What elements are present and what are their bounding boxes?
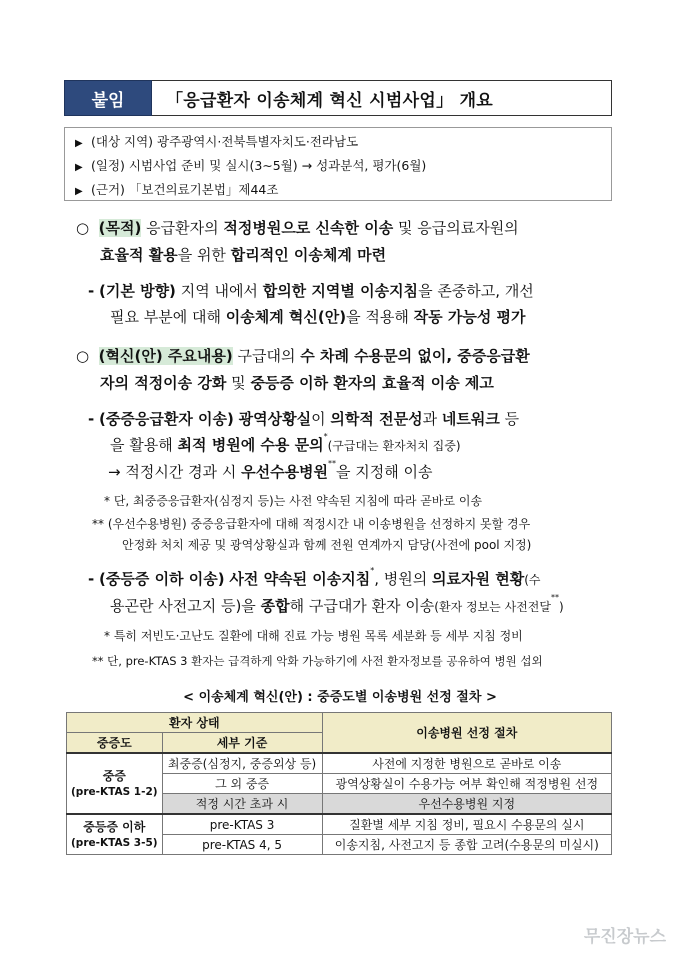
text-span: 이송체계 혁신(안) [225,308,347,326]
text-span: 자의 적정이송 강화 [100,374,227,392]
circle-bullet: ○ [76,347,90,365]
text-span: 네트워크 [441,410,500,428]
text-span: 해 구급대가 환자 이송 [289,597,435,615]
footnote: * 단, 최중증응급환자(심정지 등)는 사전 약속된 지침에 따라 곧바로 이송 [104,494,483,508]
triangle-bullet-icon: ▶ [75,186,83,197]
group-sublabel: (pre-KTAS 1-2) [71,785,158,798]
table-caption: < 이송체계 혁신(안) : 중증도별 이송병원 선정 절차 > [183,690,497,705]
text-span: (환자 정보는 사전전달 [434,600,551,614]
severe-line-3 [108,461,433,482]
criteria-cell: 적정 시간 초과 시 [162,794,322,815]
header-criteria: 세부 기준 [162,733,322,754]
core-line-2 [100,372,494,393]
direction-line-2 [110,306,526,327]
criteria-cell: 최중증(심정지, 중증외상 등) [162,753,322,774]
triangle-bullet-icon: ▶ [75,138,83,149]
summary-line [75,131,601,155]
text-span: 합리적인 이송체계 마련 [230,246,387,264]
direction-label: (기본 방향) [99,282,176,300]
text-span: 의학적 전문성 [330,410,423,428]
text-span: 종합 [260,597,290,615]
text-span: 효율적 활용 [100,246,178,264]
criteria-cell: pre-KTAS 3 [162,814,322,835]
purpose-line-1 [76,217,519,238]
footnote-mark: * [323,432,328,441]
dash-bullet: - [88,410,95,428]
footnote: * 특히 저빈도·고난도 질환에 대해 진료 가능 병원 목록 세분화 등 세부 지침 정비 [104,629,523,643]
document-title: 「응급환자 이송체계 혁신 시범사업」 개요 [152,80,612,116]
text-span: (수 [524,573,541,587]
footnote: ** 단, pre-KTAS 3 환자는 급격하게 악화 가능하기에 사전 환자정보를 공유하여 병원 섭외 [92,654,543,668]
procedure-cell: 이송지침, 사전고지 등 종합 고려(수용문의 미실시) [322,835,611,855]
attachment-badge: 붙임 [64,80,152,116]
group-sublabel: (pre-KTAS 3-5) [71,836,158,849]
text-span: 응급환자의 [146,219,219,237]
text-span: 등 [504,410,520,428]
summary-box [64,127,612,201]
summary-text: (대상 지역) 광주광역시·전북특별자치도·전라남도 [91,134,359,149]
text-span: 우선수용병원 [241,463,329,481]
text-span: → 적정시간 경과 시 [108,463,237,481]
transfer-procedure-table [66,712,612,855]
severe-label: (중증응급환자 이송) [99,410,234,428]
summary-line [75,179,601,203]
summary-text: (근거) 「보건의료기본법」제44조 [91,182,279,197]
group-label: 중등증 이하 [83,819,146,834]
text-span: 을 적용해 [346,308,409,326]
moderate-label: (중등증 이하 이송) [99,570,225,588]
dash-bullet: - [88,570,95,588]
header-severity: 중증도 [67,733,163,754]
triangle-bullet-icon: ▶ [75,162,83,173]
criteria-cell: pre-KTAS 4, 5 [162,835,322,855]
footnote-mark: * [370,566,375,575]
text-span: 적정병원으로 신속한 이송 [223,219,394,237]
severe-line-1 [88,408,519,429]
purpose-label: (목적) [98,219,142,237]
text-span: 사전 약속된 이송지침 [229,570,371,588]
text-span: , 병원의 [374,570,428,588]
text-span: 이 [311,410,326,428]
text-span: 필요 부분에 대해 [110,308,221,326]
severity-group-moderate [67,814,163,855]
text-span: 합의한 지역별 이송지침 [262,282,419,300]
table-header-row [67,713,612,733]
moderate-line-2 [110,595,564,616]
summary-text: (일정) 시범사업 준비 및 실시(3∼5월) → 성과분석, 평가(6월) [91,158,427,173]
text-span: 수 차례 수용문의 없이, 중증응급환 [300,347,530,365]
table-row [67,814,612,835]
circle-bullet: ○ [76,219,90,237]
moderate-line-1 [88,568,541,589]
text-span: 용곤란 사전고지 등)을 [110,597,256,615]
text-span: 구급대의 [237,347,296,365]
procedure-cell: 우선수용병원 지정 [322,794,611,815]
text-span: 광역상황실 [238,410,312,428]
text-span: 지역 내에서 [180,282,258,300]
table-row [67,753,612,774]
footnote: 안정화 처치 제공 및 광역상황실과 함께 전원 연계까지 담당(사전에 pool 지정) [122,538,532,552]
core-line-1 [76,345,530,366]
header-patient-status: 환자 상태 [67,713,323,733]
watermark-logo: 무진장뉴스 [583,927,666,947]
direction-line-1 [88,280,534,301]
text-span: 을 활용해 [110,436,173,454]
core-label: (혁신(안) 주요내용) [98,347,233,365]
text-span: 중등증 이하 환자의 효율적 이송 제고 [250,374,494,392]
text-span: 작동 가능성 평가 [413,308,526,326]
header-procedure: 이송병원 선정 절차 [322,713,611,754]
footnote-mark: ** [328,459,337,468]
text-span: 을 위한 [177,246,226,264]
footnote: ** (우선수용병원) 중증응급환자에 대해 적정시간 내 이송병원을 선정하지 못할 경우 [92,517,531,531]
text-span: 및 응급의료자원의 [397,219,519,237]
procedure-cell: 질환별 세부 지침 정비, 필요시 수용문의 실시 [322,814,611,835]
severe-line-2 [110,434,461,455]
text-span: (구급대는 환자처치 집중) [327,439,461,453]
group-label: 중증 [102,768,126,783]
summary-line [75,155,601,179]
text-span: 및 [231,374,246,392]
text-span: 의료자원 현황 [432,570,525,588]
text-span: 과 [422,410,438,428]
text-span: 을 존중하고, 개선 [418,282,534,300]
text-span: 최적 병원에 수용 문의 [177,436,324,454]
severity-group-severe [67,753,163,814]
procedure-cell: 사전에 지정한 병원으로 곧바로 이송 [322,753,611,774]
purpose-line-2 [100,244,386,265]
dash-bullet: - [88,282,95,300]
text-span: ) [558,600,564,614]
text-span: 을 지정해 이송 [336,463,433,481]
footnote-mark: ** [550,593,559,602]
procedure-cell: 광역상황실이 수용가능 여부 확인해 적정병원 선정 [322,774,611,794]
criteria-cell: 그 외 중증 [162,774,322,794]
